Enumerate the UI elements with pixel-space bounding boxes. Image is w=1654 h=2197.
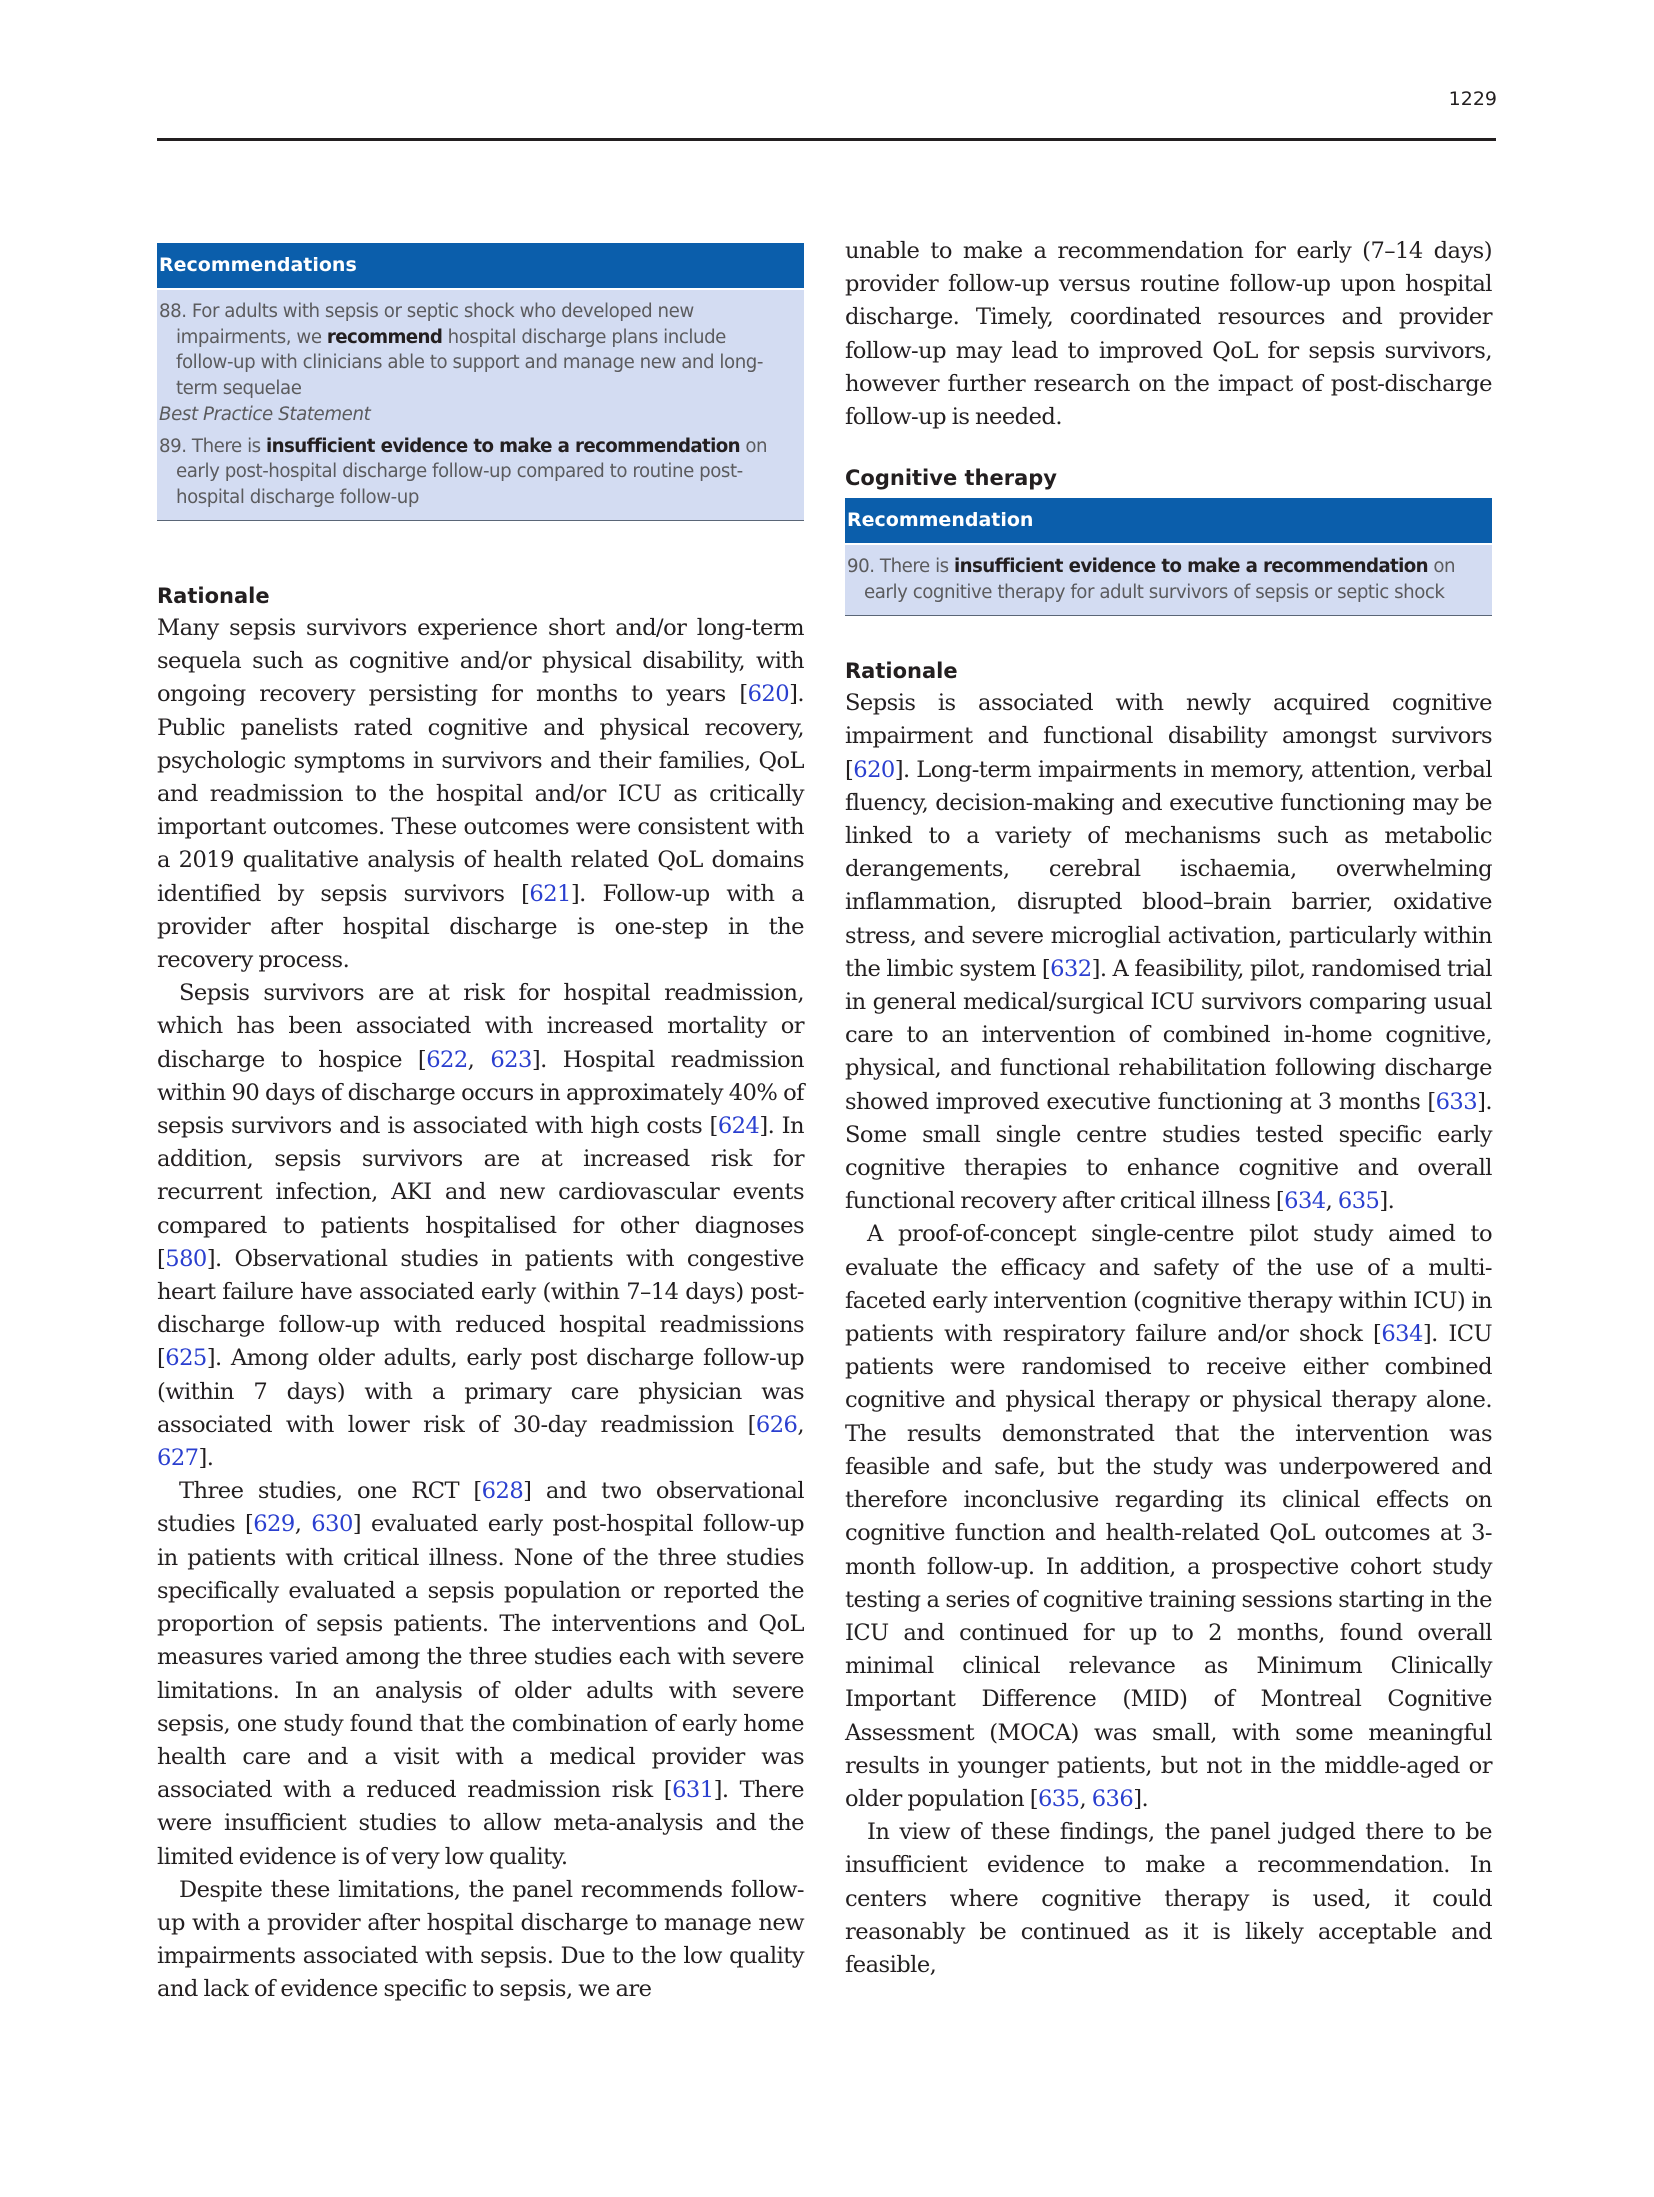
citation-link[interactable]: 633: [1435, 1088, 1478, 1115]
citation-link[interactable]: 635: [1037, 1785, 1080, 1812]
citation-link[interactable]: 634: [1381, 1321, 1423, 1348]
citation-link[interactable]: 625: [165, 1345, 207, 1372]
citation-link[interactable]: 620: [747, 681, 790, 708]
rationale-heading-right: Rationale: [845, 659, 958, 684]
citation-link[interactable]: 624: [717, 1113, 760, 1140]
citation-link[interactable]: 630: [311, 1511, 353, 1538]
citation-link[interactable]: 635: [1337, 1188, 1380, 1215]
citation-link[interactable]: 621: [529, 880, 571, 907]
recommendations-box-body: [157, 290, 804, 520]
citation-link[interactable]: 623: [490, 1046, 532, 1073]
recommendation-box-heading: Recommendation: [845, 498, 1492, 545]
recommendation-89: 89. There is insufficient evidence to make a recommendation on early post-hospital discharge follow-up compared to routine post-hospital discharge follow-up: [159, 435, 768, 508]
citation-link[interactable]: 622: [426, 1046, 468, 1073]
best-practice-statement-label: Best Practice Statement: [159, 404, 371, 425]
citation-link[interactable]: 620: [853, 756, 895, 783]
recommendation-box-body: [845, 545, 1492, 615]
recommendation-88: 88. For adults with sepsis or septic shock who developed new impairments, we recommend hospital discharge plans include follow-up with clinicians able to support and manage new and long-term sequelae: [159, 301, 763, 399]
right-paragraph-1: Sepsis is associated with newly acquired cognitive impairment and functional disability amongst survivors [620]. Long-term impairments in memory, attention, verbal fluency, decision-making and executive functioning may be linked to a variety of mechanisms such as metabolic derangements, cerebral ischaemia, overwhelming inflammation, disrupted blood–brain barrier, oxidative stress, and severe microglial activation, particularly within the limbic system [632]. A feasibility, pilot, randomised trial in general medical/surgical ICU survivors comparing usual care to an intervention of combined in-home cognitive, physical, and functional rehabilitation following discharge showed improved executive functioning at 3 months [633]. Some small single centre studies tested specific early cognitive therapies to enhance cognitive and overall functional recovery after critical illness [634, 635].: [845, 690, 1492, 1215]
recommendations-box-heading: Recommendations: [157, 243, 804, 290]
citation-link[interactable]: 636: [1091, 1785, 1134, 1812]
citation-link[interactable]: 632: [1050, 955, 1092, 982]
right-paragraph-3: In view of these findings, the panel judged there to be insufficient evidence to make a recommendation. In centers where cognitive therapy is used, it could reasonably be continued as it is likely acceptable and feasible,: [845, 1819, 1492, 1978]
left-paragraph-1: Many sepsis survivors experience short and/or long-term sequela such as cognitive and/or physical disability, with ongoing recovery persisting for months to years [620]. Public panelists rated cognitive and physical recovery, psychologic symptoms in survivors and their families, QoL and readmission to the hospital and/or ICU as critically important outcomes. These outcomes were consistent with a 2019 qualitative analysis of health related QoL domains identified by sepsis survivors [621]. Follow-up with a provider after hospital discharge is one-step in the recovery process.: [157, 615, 804, 974]
recommendation-box: [845, 498, 1492, 616]
header-rule: [157, 138, 1496, 141]
citation-link[interactable]: 628: [481, 1478, 524, 1505]
right-column: [845, 238, 1492, 1982]
citation-link[interactable]: 580: [165, 1245, 207, 1272]
left-column: [157, 243, 804, 2007]
cognitive-therapy-heading: Cognitive therapy: [845, 466, 1057, 491]
citation-link[interactable]: 631: [672, 1777, 714, 1804]
citation-link[interactable]: 629: [253, 1511, 295, 1538]
recommendations-box: [157, 243, 804, 521]
recommendation-90: 90. There is insufficient evidence to make a recommendation on early cognitive therapy for adult survivors of sepsis or septic shock: [847, 556, 1456, 603]
left-paragraph-3: Three studies, one RCT [628] and two observational studies [629, 630] evaluated early post-hospital follow-up in patients with critical illness. None of the three studies specifically evaluated a sepsis population or reported the proportion of sepsis patients. The interventions and QoL measures varied among the three studies each with severe limitations. In an analysis of older adults with severe sepsis, one study found that the combination of early home health care and a visit with a medical provider was associated with a reduced readmission risk [631]. There were insufficient studies to allow meta-analysis and the limited evidence is of very low quality.: [157, 1478, 804, 1870]
rationale-heading-left: Rationale: [157, 584, 270, 608]
citation-link[interactable]: 634: [1284, 1188, 1326, 1215]
left-paragraph-4: Despite these limitations, the panel recommends follow-up with a provider after hospital discharge to manage new impairments associated with sepsis. Due to the low quality and lack of evidence specific to sepsis, we are: [157, 1876, 804, 2003]
citation-link[interactable]: 627: [157, 1445, 199, 1472]
page-number: 1229: [1448, 88, 1497, 110]
right-paragraph-0: unable to make a recommendation for early (7–14 days) provider follow-up versus routine follow-up upon hospital discharge. Timely, coordinated resources and provider follow-up may lead to improved QoL for sepsis survivors, however further research on the impact of post-discharge follow-up is needed.: [845, 238, 1492, 431]
left-paragraph-2: Sepsis survivors are at risk for hospital readmission, which has been associated with increased mortality or discharge to hospice [622, 623]. Hospital readmission within 90 days of discharge occurs in approximately 40% of sepsis survivors and is associated with high costs [624]. In addition, sepsis survivors are at increased risk for recurrent infection, AKI and new cardiovascular events compared to patients hospitalised for other diagnoses [580]. Observational studies in patients with congestive heart failure have associated early (within 7–14 days) post-discharge follow-up with reduced hospital readmissions [625]. Among older adults, early post discharge follow-up (within 7 days) with a primary care physician was associated with lower risk of 30-day readmission [626, 627].: [157, 980, 805, 1472]
citation-link[interactable]: 626: [755, 1411, 798, 1438]
right-paragraph-2: A proof-of-concept single-centre pilot study aimed to evaluate the efficacy and safety of the use of a multi-faceted early intervention (cognitive therapy within ICU) in patients with respiratory failure and/or shock [634]. ICU patients were randomised to receive either combined cognitive and physical therapy or physical therapy alone. The results demonstrated that the intervention was feasible and safe, but the study was underpowered and therefore inconclusive regarding its clinical effects on cognitive function and health-related QoL outcomes at 3-month follow-up. In addition, a prospective cohort study testing a series of cognitive training sessions starting in the ICU and continued for up to 2 months, found overall minimal clinical relevance as Minimum Clinically Important Difference (MID) of Montreal Cognitive Assessment (MOCA) was small, with some meaningful results in younger patients, but not in the middle-aged or older population [635, 636].: [845, 1221, 1492, 1812]
